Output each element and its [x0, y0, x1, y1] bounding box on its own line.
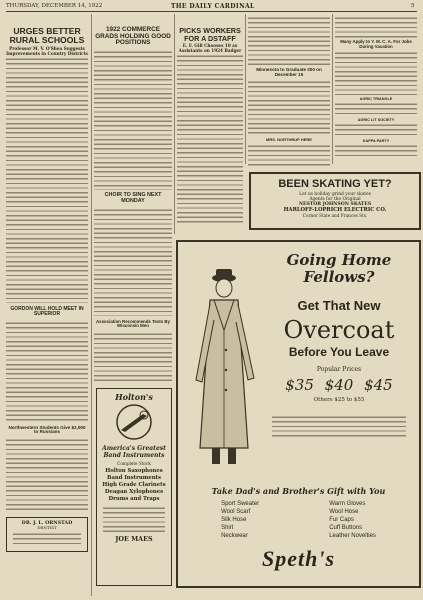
subhead-badger-staff: E. F. Gill Chooses 10 as Assistants on 1924 Badger: [178, 43, 242, 54]
skating-ad: [249, 172, 421, 230]
ad-prices: [264, 376, 414, 394]
gift-list-left: [221, 500, 259, 540]
holton-items: [97, 468, 171, 503]
column-4: [248, 14, 330, 170]
holton-item: High Grade Clarinets: [102, 482, 166, 489]
masthead-page: 5: [411, 3, 415, 9]
gift-list-right: [329, 500, 376, 540]
speths-logo: Speth's: [261, 546, 336, 571]
ad-headline: Going Home: [286, 251, 392, 269]
gift-item: Wool Hose: [329, 509, 359, 515]
gift-item: Fur Caps: [329, 517, 354, 523]
holton-item: Holton Saxophones: [105, 468, 163, 475]
article-text: [177, 54, 243, 224]
holton-dealer: JOE MAES: [115, 535, 153, 544]
headline-commerce: 1922 COMMERCE GRADS HOLDING GOOD POSITIONS: [95, 26, 171, 47]
ad-headline: Fellows?: [303, 268, 375, 286]
skating-line: Agents for the Original: [309, 197, 361, 202]
gift-tagline: Take Dad's and Brother's Gift with You: [211, 486, 386, 496]
dentist-details: [13, 532, 81, 546]
price: $35: [285, 376, 314, 394]
article-text: [335, 102, 417, 116]
column-3: [177, 14, 243, 236]
column-5: [335, 14, 417, 170]
gift-section: [186, 486, 411, 572]
holton-item: Drums and Traps: [108, 496, 160, 503]
skating-line: NESTOR JOHNSON SKATES: [298, 202, 372, 207]
article-text: [248, 16, 330, 66]
gift-lists: [186, 500, 411, 540]
headline-minnesota: Minnesota to Graduate 200 on December 15: [256, 67, 322, 77]
man-in-overcoat-illustration-icon: [184, 260, 262, 475]
column-rule: [332, 14, 333, 164]
gift-item: Wool Scarf: [221, 509, 251, 515]
article-text: [248, 144, 330, 166]
article-text: [6, 57, 88, 303]
masthead-date: THURSDAY, DECEMBER 14, 1922: [6, 3, 103, 9]
overcoat-copy: [264, 252, 414, 439]
article-text: [94, 332, 172, 384]
column-2: [94, 14, 172, 384]
gift-item: Leather Novelties: [329, 533, 376, 539]
dentist-ad: [6, 517, 88, 552]
headline-badger-staff: PICKS WORKERS FOR A DSTAFF: [179, 26, 241, 43]
holton-details: [103, 506, 165, 532]
headline-northrup: MRS. NORTHRUP HERE: [266, 136, 312, 142]
gift-item: Silk Hose: [221, 517, 247, 523]
masthead-title: THE DAILY CARDINAL: [171, 3, 255, 10]
holton-item: Band Instruments: [107, 475, 161, 482]
dentist-title: DENTIST: [37, 524, 57, 530]
gift-item: Shirt: [221, 525, 234, 531]
headline-agric-triangle: AGRIC TRIANGLE: [359, 97, 393, 102]
headline-choir: CHOIR TO SING NEXT MONDAY: [104, 192, 162, 204]
headline-rural-schools: URGES BETTER RURAL SCHOOLS: [9, 26, 85, 46]
article-text: [335, 144, 417, 158]
holton-item: Deagan Xylophones: [104, 489, 164, 496]
headline-gordon: GORDON WILL HOLD MEET IN SUPERIOR: [10, 306, 84, 318]
holton-tagline: America's Greatest Band Instruments: [102, 445, 166, 459]
article-text: [6, 438, 88, 510]
ad-popular-prices: Popular Prices: [316, 366, 362, 373]
price: $40: [324, 376, 354, 394]
article-text: [248, 80, 330, 136]
ad-subhead: Get That New: [297, 298, 381, 313]
gift-item: Cuff Buttons: [329, 525, 363, 531]
speths-ad: [176, 240, 421, 588]
ad-subhead: Before You Leave: [288, 345, 390, 359]
column-1: [6, 14, 88, 598]
article-text: [94, 208, 172, 316]
subhead-rural-schools: Professor M. V. O'Shea Suggests Improvements in Country Districts: [6, 46, 88, 57]
article-text: [335, 16, 417, 38]
skating-line: Let us holiday grind your skates: [299, 192, 371, 197]
ad-overcoat: Overcoat: [283, 316, 395, 344]
headline-ymca: Many Apply to Y. M. C. A. For Jobs During Vacation: [340, 39, 412, 49]
headline-kappa: KAPPA PARTY: [362, 139, 390, 144]
price: $45: [364, 376, 393, 394]
holton-brand: Holton's: [115, 392, 153, 402]
gift-item: Warm Gloves: [329, 501, 366, 507]
article-text: [335, 51, 417, 95]
gift-item: Neckwear: [221, 533, 248, 539]
skating-company: HARLOFF-LOPRICH ELECTRIC CO.: [283, 207, 387, 213]
column-rule: [91, 14, 92, 596]
headline-agric-lit: AGRIC LIT SOCIETY: [357, 118, 395, 123]
article-text: [94, 50, 172, 190]
gift-item: Sport Sweater: [221, 501, 260, 507]
headline-texts: Association Recommends Texts By Wisconsin Men: [95, 318, 171, 329]
dentist-name: DR. J. L. ORNSTAD: [21, 520, 73, 527]
article-text: [6, 321, 88, 423]
instrument-emblem-icon: [97, 402, 171, 442]
skating-address: Corner State and Frances Sts.: [302, 213, 368, 218]
holton-sub: Complete Stock: [117, 461, 151, 467]
column-rule: [174, 14, 175, 234]
headline-northwestern: Northwestern Students Give $2,000 to Russians: [8, 424, 86, 435]
ad-body-text: [272, 415, 406, 439]
skating-title: BEEN SKATING YET?: [278, 178, 392, 190]
article-text: [335, 123, 417, 137]
holton-ad: [96, 388, 172, 586]
column-rule: [245, 14, 246, 164]
ad-other-prices: Others $25 to $55: [313, 397, 365, 403]
masthead-rule: [6, 11, 417, 12]
